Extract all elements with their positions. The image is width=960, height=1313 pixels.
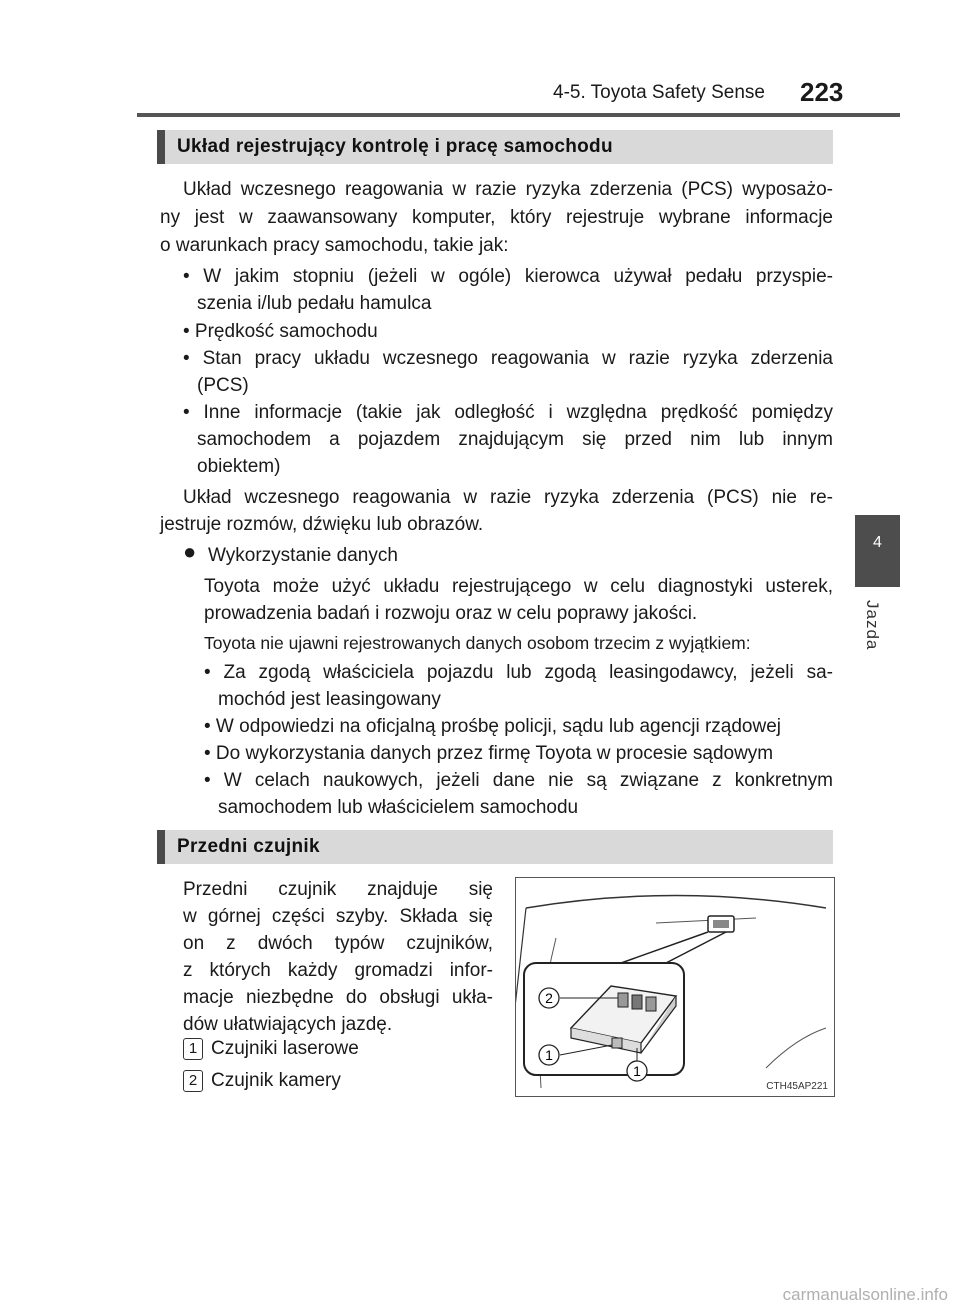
- section-heading-recorder: Układ rejestrujący kontrolę i pracę samochodu: [157, 130, 833, 164]
- page-number: 223: [800, 77, 844, 107]
- chapter-label: Jazda: [863, 600, 882, 651]
- header-section-title: 4-5. Toyota Safety Sense: [553, 82, 765, 103]
- legend-item-laser: 1 Czujniki laserowe: [183, 1035, 359, 1062]
- footer-watermark: carmanualsonline.info: [782, 1285, 948, 1304]
- header-rule: [137, 113, 900, 117]
- windshield-sensor-drawing: [516, 878, 834, 1096]
- callout-2: 2: [545, 990, 553, 1006]
- legend-number-box: 2: [183, 1070, 203, 1092]
- legend-item-camera: 2 Czujnik kamery: [183, 1067, 341, 1094]
- subheading-data-usage: Wykorzystanie danych: [208, 545, 398, 566]
- sensor-illustration: [515, 877, 835, 1097]
- callout-1b: 1: [633, 1063, 641, 1079]
- section-heading-front-sensor: Przedni czujnik: [157, 830, 833, 864]
- chapter-tab: 4: [855, 515, 900, 587]
- legend-number-box: 1: [183, 1038, 203, 1060]
- disclosure-line: Toyota nie ujawni rejestrowanych danych osobom trzecim z wyjątkiem:: [204, 633, 751, 653]
- bullet-dot: ●: [183, 539, 197, 564]
- figure-code: CTH45AP221: [766, 1081, 828, 1092]
- callout-1: 1: [545, 1047, 553, 1063]
